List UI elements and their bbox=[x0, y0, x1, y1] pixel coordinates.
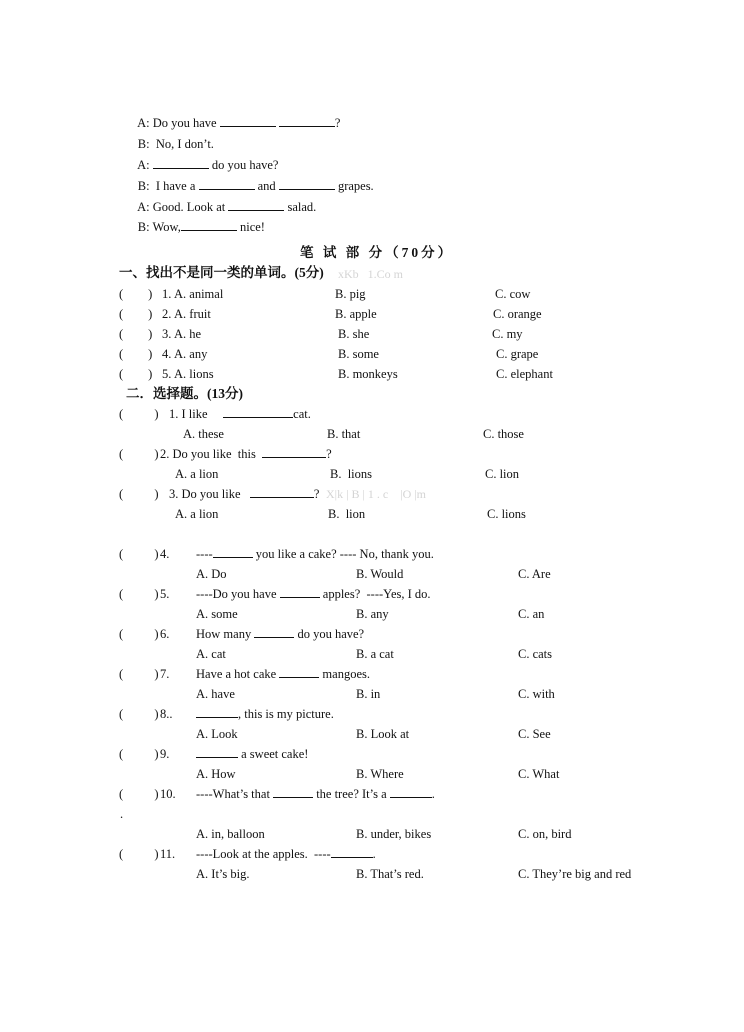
question-stem: 2. Do you like this ? bbox=[160, 447, 332, 461]
option-c: C. See bbox=[518, 727, 551, 741]
dialogue-line: A: do you have? bbox=[137, 158, 279, 172]
question-number: 11. bbox=[160, 847, 176, 861]
answer-paren[interactable]: ( ) bbox=[119, 407, 159, 421]
answer-blank[interactable] bbox=[279, 666, 319, 678]
option-c: C. They’re big and red bbox=[518, 867, 632, 881]
answer-blank[interactable] bbox=[331, 846, 373, 858]
option-a: A. Look bbox=[196, 727, 238, 741]
option-b: B. Look at bbox=[356, 727, 410, 741]
answer-blank[interactable] bbox=[223, 406, 293, 418]
dialogue-line: A: Good. Look at salad. bbox=[137, 200, 317, 214]
answer-paren[interactable]: ( ) bbox=[119, 307, 153, 321]
watermark: xKb 1.Co m bbox=[338, 267, 404, 281]
option-b: B. pig bbox=[335, 287, 366, 301]
question-stem: ----Do you have apples? ----Yes, I do. bbox=[196, 587, 431, 601]
option-a: A. It’s big. bbox=[196, 867, 250, 881]
question-stem: ---- you like a cake? ---- No, thank you. bbox=[196, 547, 434, 561]
question-number: 10. bbox=[160, 787, 176, 801]
question-stem: 3. Do you like ? bbox=[169, 487, 320, 501]
answer-paren[interactable]: ( ) bbox=[119, 447, 159, 461]
answer-blank[interactable] bbox=[280, 586, 320, 598]
option-a: A. in, balloon bbox=[196, 827, 265, 841]
answer-paren[interactable]: ( ) bbox=[119, 367, 153, 381]
answer-blank[interactable] bbox=[196, 746, 238, 758]
answer-paren[interactable]: ( ) bbox=[119, 707, 159, 721]
dialogue-line: B: No, I don’t. bbox=[137, 137, 214, 151]
option-a: A. these bbox=[183, 427, 224, 441]
option-a: A. he bbox=[174, 327, 202, 341]
answer-paren[interactable]: ( ) bbox=[119, 787, 159, 801]
question-number: 2. bbox=[162, 307, 172, 321]
option-a: A. How bbox=[196, 767, 236, 781]
written-test-title: 笔 试 部 分（70分） bbox=[300, 245, 455, 260]
option-c: C. cats bbox=[518, 647, 553, 661]
question-number: 6. bbox=[160, 627, 170, 641]
option-b: B. lion bbox=[328, 507, 366, 521]
option-c: C. those bbox=[483, 427, 524, 441]
option-b: B. that bbox=[327, 427, 361, 441]
option-b: B. in bbox=[356, 687, 381, 701]
option-c: C. elephant bbox=[496, 367, 553, 381]
option-c: C. on, bird bbox=[518, 827, 572, 841]
stray-mark: . bbox=[120, 807, 124, 821]
question-number: 4. bbox=[162, 347, 172, 361]
option-b: B. monkeys bbox=[338, 367, 398, 381]
question-number: 1. bbox=[162, 287, 172, 301]
question-number: 4. bbox=[160, 547, 170, 561]
answer-paren[interactable]: ( ) bbox=[119, 287, 153, 301]
option-b: B. any bbox=[356, 607, 389, 621]
option-b: B. under, bikes bbox=[356, 827, 432, 841]
question-number: 7. bbox=[160, 667, 170, 681]
option-a: A. a lion bbox=[175, 507, 219, 521]
option-c: C. Are bbox=[518, 567, 551, 581]
answer-blank[interactable] bbox=[279, 115, 335, 127]
option-a: A. a lion bbox=[175, 467, 219, 481]
option-b: B. she bbox=[338, 327, 370, 341]
watermark: X|k | B | 1 . c |O |m bbox=[326, 487, 427, 501]
option-b: B. lions bbox=[330, 467, 373, 481]
option-a: A. lions bbox=[174, 367, 214, 381]
answer-paren[interactable]: ( ) bbox=[119, 547, 159, 561]
answer-paren[interactable]: ( ) bbox=[119, 327, 153, 341]
section1-title: 一、找出不是同一类的单词。(5分) bbox=[119, 265, 324, 280]
answer-blank[interactable] bbox=[390, 786, 432, 798]
question-stem: Have a hot cake mangoes. bbox=[196, 667, 370, 681]
answer-blank[interactable] bbox=[262, 446, 326, 458]
option-a: A. cat bbox=[196, 647, 226, 661]
option-b: B. some bbox=[338, 347, 379, 361]
question-number: 5. bbox=[162, 367, 172, 381]
answer-blank[interactable] bbox=[213, 546, 253, 558]
question-number: 5. bbox=[160, 587, 170, 601]
option-b: B. Where bbox=[356, 767, 404, 781]
question-stem: , this is my picture. bbox=[196, 706, 334, 722]
answer-paren[interactable]: ( ) bbox=[119, 487, 159, 501]
answer-paren[interactable]: ( ) bbox=[119, 847, 159, 861]
answer-paren[interactable]: ( ) bbox=[119, 587, 159, 601]
option-a: A. some bbox=[196, 607, 238, 621]
question-number: 3. bbox=[162, 327, 172, 341]
question-stem: 1. I like cat. bbox=[169, 407, 311, 421]
answer-paren[interactable]: ( ) bbox=[119, 667, 159, 681]
question-stem: ----What’s that the tree? It’s a . bbox=[196, 787, 435, 801]
question-stem: a sweet cake! bbox=[196, 746, 308, 762]
option-b: B. a cat bbox=[356, 647, 394, 661]
answer-blank[interactable] bbox=[220, 115, 276, 127]
answer-blank[interactable] bbox=[273, 786, 313, 798]
option-c: C. lions bbox=[487, 507, 526, 521]
answer-blank[interactable] bbox=[250, 486, 314, 498]
option-c: C. grape bbox=[496, 347, 539, 361]
section2-title: 二．选择题。(13分) bbox=[126, 386, 243, 401]
option-b: B. Would bbox=[356, 567, 404, 581]
question-number: 8.. bbox=[160, 707, 173, 721]
option-c: C. lion bbox=[485, 467, 520, 481]
dialogue-line: B: Wow, nice! bbox=[137, 220, 265, 234]
option-c: C. cow bbox=[495, 287, 531, 301]
answer-blank[interactable] bbox=[196, 706, 238, 718]
option-c: C. an bbox=[518, 607, 545, 621]
option-a: A. have bbox=[196, 687, 235, 701]
option-c: C. with bbox=[518, 687, 555, 701]
answer-paren[interactable]: ( ) bbox=[119, 627, 159, 641]
option-b: B. apple bbox=[335, 307, 377, 321]
option-a: A. any bbox=[174, 347, 208, 361]
option-a: A. fruit bbox=[174, 307, 211, 321]
option-c: C. orange bbox=[493, 307, 542, 321]
option-a: A. Do bbox=[196, 567, 227, 581]
option-c: C. What bbox=[518, 767, 560, 781]
answer-paren[interactable]: ( ) bbox=[119, 747, 159, 761]
answer-blank[interactable] bbox=[181, 219, 237, 231]
dialogue-line: B: I have a and grapes. bbox=[137, 179, 374, 193]
option-c: C. my bbox=[492, 327, 523, 341]
option-a: A. animal bbox=[174, 287, 224, 301]
question-stem: ----Look at the apples. ---- . bbox=[196, 847, 376, 861]
answer-paren[interactable]: ( ) bbox=[119, 347, 153, 361]
dialogue-line: A: Do you have ? bbox=[137, 116, 341, 130]
question-stem: How many do you have? bbox=[196, 627, 365, 641]
question-number: 9. bbox=[160, 747, 170, 761]
option-b: B. That’s red. bbox=[356, 867, 424, 881]
answer-blank[interactable] bbox=[254, 626, 294, 638]
